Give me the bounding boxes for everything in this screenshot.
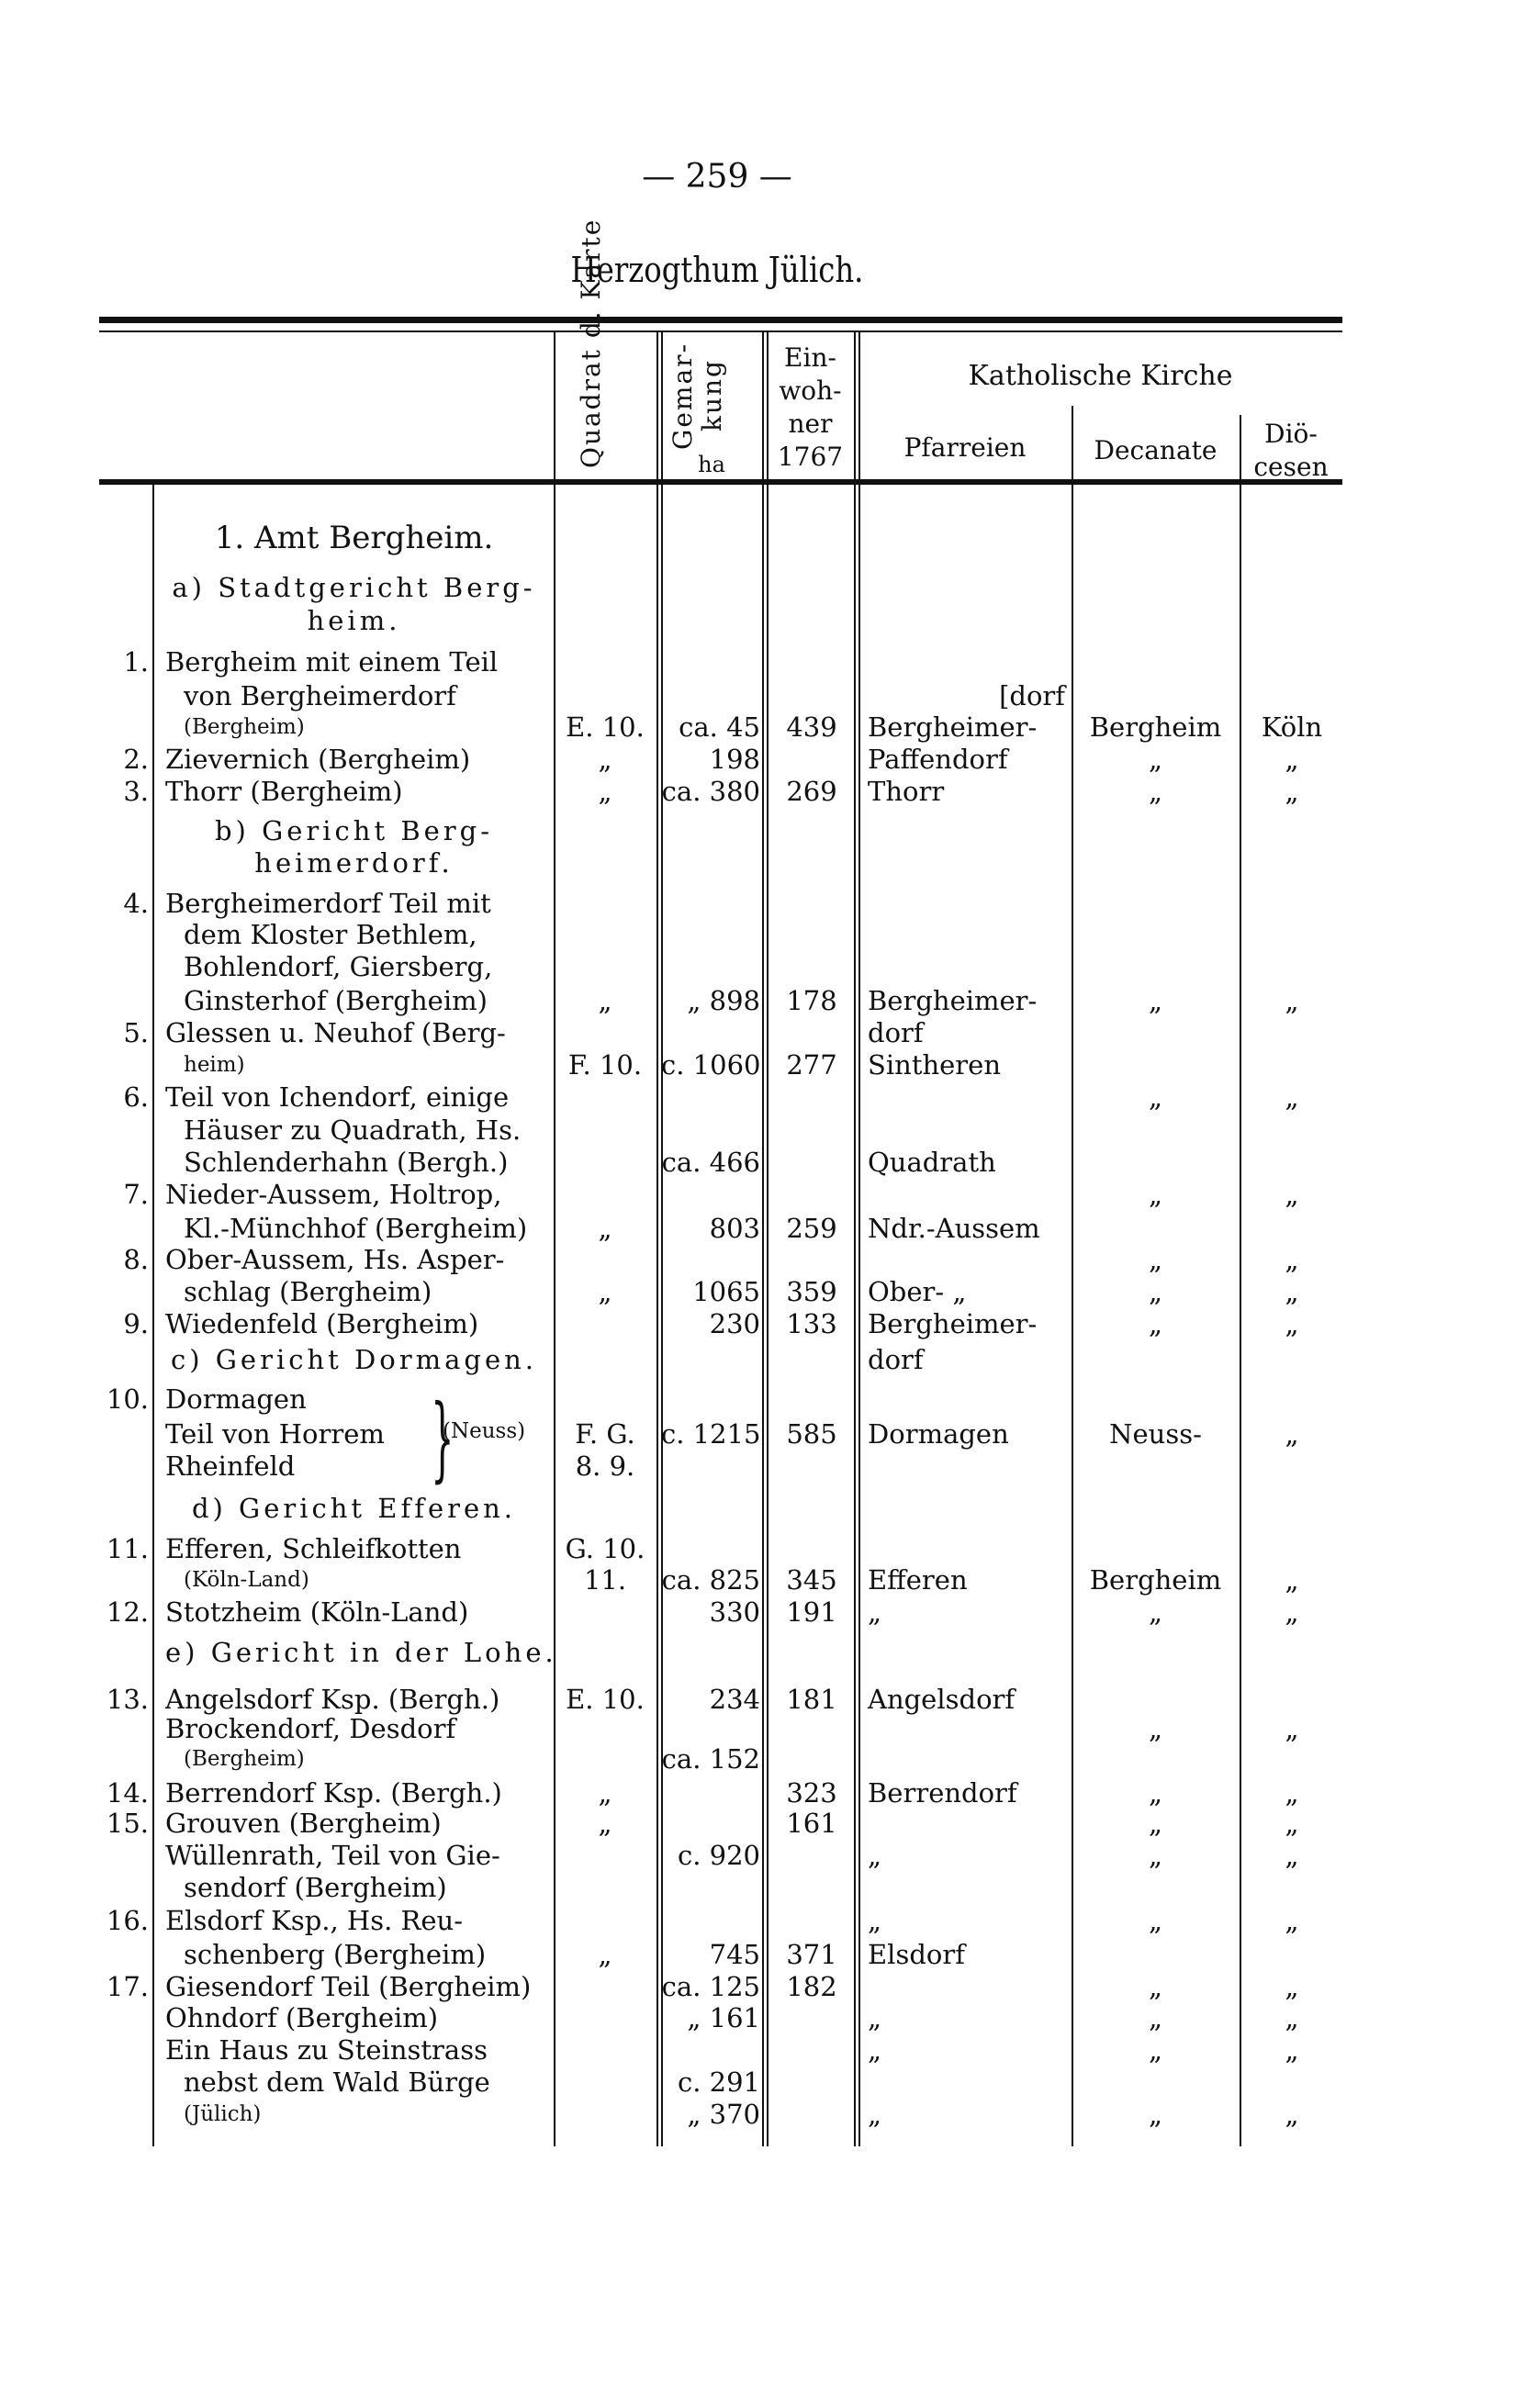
table-line bbox=[0, 1742, 1526, 1775]
place-text: heim) bbox=[184, 1053, 245, 1077]
dioecese-cell: „ bbox=[1285, 1418, 1299, 1450]
table-line bbox=[0, 1938, 1526, 1971]
pfarrei-cell: „ bbox=[868, 2099, 882, 2130]
header-katholische-kirche: Katholische Kirche bbox=[968, 360, 1233, 392]
quadrat-cell: E. 10. bbox=[566, 1684, 645, 1715]
gemarkung-cell: „ 161 bbox=[687, 2002, 760, 2033]
entry-number: 12. bbox=[106, 1596, 149, 1628]
entry-number: 5. bbox=[123, 1017, 149, 1048]
place-text: (Jülich) bbox=[184, 2102, 262, 2126]
header-dioecesen bbox=[1240, 418, 1342, 484]
table-line bbox=[0, 1492, 1526, 1525]
gemarkung-cell: c. 291 bbox=[677, 2066, 760, 2098]
pfarrei-cell: Angelsdorf bbox=[868, 1684, 1015, 1715]
place-text: d) Gericht Efferen. bbox=[191, 1493, 517, 1524]
table-line bbox=[0, 1596, 1526, 1629]
gemarkung-cell: c. 920 bbox=[677, 1840, 760, 1871]
table-line bbox=[0, 604, 1526, 637]
place-text: Wiedenfeld (Bergheim) bbox=[165, 1308, 479, 1339]
dioecese-cell: „ bbox=[1285, 1081, 1299, 1113]
brace-note: (Neuss) bbox=[443, 1419, 526, 1443]
header-einwohner-line: 1767 bbox=[777, 442, 844, 472]
place-text: Rheinfeld bbox=[165, 1450, 296, 1482]
place-text: Ein Haus zu Steinstrass bbox=[165, 2034, 488, 2066]
table-line bbox=[0, 775, 1526, 808]
table-top-rule-thick bbox=[99, 317, 1342, 323]
dioecese-cell: „ bbox=[1285, 1808, 1299, 1839]
quadrat-cell: 8. 9. bbox=[575, 1450, 635, 1482]
place-text: Teil von Horrem bbox=[165, 1418, 385, 1450]
dioecese-cell: „ bbox=[1285, 776, 1299, 807]
entry-number: 4. bbox=[123, 888, 149, 919]
gemarkung-cell: „ 370 bbox=[687, 2099, 760, 2130]
einwohner-cell: 133 bbox=[786, 1308, 837, 1339]
gemarkung-cell: ca. 466 bbox=[661, 1147, 760, 1178]
quadrat-cell: „ bbox=[598, 744, 612, 775]
quadrat-cell: „ bbox=[598, 1213, 612, 1244]
table-line bbox=[0, 1904, 1526, 1937]
header-einwohner-line: woh- bbox=[779, 375, 842, 406]
dioecese-cell: „ bbox=[1285, 1905, 1299, 1936]
decanat-cell: „ bbox=[1148, 985, 1163, 1016]
dioecese-cell: „ bbox=[1285, 744, 1299, 775]
pfarrei-cell: „ bbox=[868, 1840, 882, 1871]
header-gemarkung-2: kung bbox=[697, 359, 727, 431]
place-text: Efferen, Schleifkotten bbox=[165, 1533, 462, 1564]
place-text: von Bergheimerdorf bbox=[184, 680, 456, 711]
header-decanate: Decanate bbox=[1094, 435, 1217, 465]
place-text: 1. Amt Bergheim. bbox=[214, 520, 494, 556]
quadrat-cell: „ bbox=[598, 776, 612, 807]
header-gemarkung-1: Gemar- bbox=[668, 342, 698, 450]
place-text: Grouven (Bergheim) bbox=[165, 1808, 442, 1839]
entry-number: 1. bbox=[123, 646, 149, 678]
table-line bbox=[0, 1178, 1526, 1211]
table-line bbox=[0, 984, 1526, 1017]
table-line bbox=[0, 814, 1526, 847]
table-line bbox=[0, 1807, 1526, 1840]
entry-number: 14. bbox=[106, 1777, 149, 1809]
place-text: schenberg (Bergheim) bbox=[184, 1939, 487, 1970]
header-einwohner-line: Ein- bbox=[784, 342, 836, 373]
place-text: Zievernich (Bergheim) bbox=[165, 744, 471, 775]
table-line bbox=[0, 679, 1526, 712]
dioecese-cell: „ bbox=[1285, 1564, 1299, 1596]
dioecese-cell: „ bbox=[1285, 2034, 1299, 2066]
entry-number: 15. bbox=[106, 1808, 149, 1839]
table-line bbox=[0, 887, 1526, 920]
entry-number: 8. bbox=[123, 1244, 149, 1275]
table-line bbox=[0, 521, 1526, 554]
place-text: dem Kloster Bethlem, bbox=[184, 919, 477, 950]
quadrat-cell: „ bbox=[598, 1276, 612, 1307]
einwohner-cell: 359 bbox=[786, 1276, 837, 1307]
place-text: (Bergheim) bbox=[184, 1747, 305, 1771]
dioecese-cell: „ bbox=[1285, 1777, 1299, 1809]
gemarkung-cell: ca. 152 bbox=[661, 1743, 760, 1775]
decanat-cell: „ bbox=[1148, 744, 1163, 775]
decanat-cell: „ bbox=[1148, 2034, 1163, 2066]
decanat-cell: „ bbox=[1148, 776, 1163, 807]
entry-number: 13. bbox=[106, 1684, 149, 1715]
table-line bbox=[0, 1712, 1526, 1745]
decanat-cell: „ bbox=[1148, 1179, 1163, 1210]
gemarkung-cell: ca. 380 bbox=[661, 776, 760, 807]
place-text: Bohlendorf, Giersberg, bbox=[184, 951, 493, 982]
pfarrei-cell: „ bbox=[868, 1596, 882, 1628]
dioecese-cell: „ bbox=[1285, 1971, 1299, 2002]
table-line bbox=[0, 2098, 1526, 2131]
table-line bbox=[0, 1839, 1526, 1872]
dioecese-cell: „ bbox=[1285, 1308, 1299, 1339]
decanat-cell: „ bbox=[1148, 1308, 1163, 1339]
header-quadrat: Quadrat d. Karte bbox=[576, 218, 606, 468]
einwohner-cell: 181 bbox=[786, 1684, 837, 1715]
pfarrei-cell: „ bbox=[868, 2034, 882, 2066]
table-line bbox=[0, 571, 1526, 604]
pfarrei-cell: dorf bbox=[868, 1344, 924, 1375]
einwohner-cell: 439 bbox=[786, 711, 837, 743]
place-text: (Köln-Land) bbox=[184, 1568, 309, 1592]
einwohner-cell: 191 bbox=[786, 1596, 837, 1628]
dioecese-cell: „ bbox=[1285, 985, 1299, 1016]
dioecese-cell: „ bbox=[1285, 2002, 1299, 2033]
pfarrei-cell: „ bbox=[868, 1905, 882, 1936]
table-line bbox=[0, 1563, 1526, 1596]
gemarkung-cell: ca. 45 bbox=[679, 711, 760, 743]
pfarrei-cell: Bergheimer- bbox=[868, 1308, 1038, 1339]
quadrat-cell: „ bbox=[598, 1939, 612, 1970]
quadrat-cell: G. 10. bbox=[565, 1533, 645, 1564]
table-line bbox=[0, 1683, 1526, 1716]
place-text: Ober-Aussem, Hs. Asper- bbox=[165, 1244, 505, 1275]
decanat-cell: „ bbox=[1148, 2002, 1163, 2033]
place-text: Angelsdorf Ksp. (Bergh.) bbox=[165, 1684, 500, 1715]
quadrat-cell: F. 10. bbox=[567, 1049, 643, 1081]
table-line bbox=[0, 1048, 1526, 1081]
gemarkung-cell: 330 bbox=[709, 1596, 760, 1628]
table-line bbox=[0, 1114, 1526, 1147]
gemarkung-cell: c. 1060 bbox=[661, 1049, 761, 1081]
pfarrei-cell: Bergheimer- bbox=[868, 711, 1038, 743]
dioecese-cell: „ bbox=[1285, 1179, 1299, 1210]
table-line bbox=[0, 1776, 1526, 1809]
decanat-cell: „ bbox=[1148, 1808, 1163, 1839]
place-text: heimerdorf. bbox=[254, 847, 454, 879]
table-line bbox=[0, 645, 1526, 678]
quadrat-cell: E. 10. bbox=[566, 711, 645, 743]
header-gemarkung-unit: ha bbox=[698, 452, 725, 477]
place-text: Schlenderhahn (Bergh.) bbox=[184, 1147, 509, 1178]
decanat-cell: „ bbox=[1148, 2099, 1163, 2130]
gemarkung-cell: „ 898 bbox=[687, 985, 760, 1016]
header-pfarreien: Pfarreien bbox=[903, 432, 1027, 463]
pfarrei-cell: Ober- „ bbox=[868, 1276, 967, 1307]
quadrat-cell: 11. bbox=[583, 1564, 627, 1596]
table-line bbox=[0, 950, 1526, 983]
decanat-cell: „ bbox=[1148, 1905, 1163, 1936]
pfarrei-cell: Efferen bbox=[868, 1564, 968, 1596]
gemarkung-cell: 230 bbox=[709, 1308, 760, 1339]
einwohner-cell: 259 bbox=[786, 1213, 837, 1244]
header-einwohner-line: ner bbox=[788, 409, 833, 439]
pfarrei-cell: Ndr.-Aussem bbox=[868, 1213, 1040, 1244]
place-text: nebst dem Wald Bürge bbox=[184, 2066, 490, 2098]
table-line bbox=[0, 1016, 1526, 1049]
einwohner-cell: 345 bbox=[786, 1564, 837, 1596]
decanat-cell: „ bbox=[1148, 1777, 1163, 1809]
quadrat-cell: „ bbox=[598, 985, 612, 1016]
decanat-cell: „ bbox=[1148, 1713, 1163, 1744]
quadrat-cell: „ bbox=[598, 1808, 612, 1839]
place-text: Bergheim mit einem Teil bbox=[165, 646, 499, 678]
place-text: heim. bbox=[307, 605, 401, 636]
entry-number: 16. bbox=[106, 1905, 149, 1936]
pfarrei-cell: Quadrath bbox=[868, 1147, 996, 1178]
page-number: — 259 — bbox=[642, 158, 792, 196]
place-text: Nieder-Aussem, Holtrop, bbox=[165, 1179, 502, 1210]
decanat-cell: „ bbox=[1148, 1971, 1163, 2002]
gemarkung-cell: 198 bbox=[709, 744, 760, 775]
table-line bbox=[0, 1970, 1526, 2003]
gemarkung-cell: 1065 bbox=[692, 1276, 760, 1307]
header-einwohner bbox=[767, 342, 854, 474]
place-text: sendorf (Bergheim) bbox=[184, 1872, 447, 1903]
gemarkung-cell: ca. 125 bbox=[661, 1971, 760, 2002]
place-text: Thorr (Bergheim) bbox=[165, 776, 403, 807]
einwohner-cell: 585 bbox=[786, 1418, 837, 1450]
place-text: b) Gericht Berg- bbox=[214, 815, 494, 846]
decanat-cell: „ bbox=[1148, 1244, 1163, 1275]
place-text: Elsdorf Ksp., Hs. Reu- bbox=[165, 1905, 464, 1936]
pfarrei-cell: Berrendorf bbox=[868, 1777, 1017, 1809]
table-top-rule-thin bbox=[99, 330, 1342, 332]
table-line bbox=[0, 1450, 1526, 1483]
table-line bbox=[0, 1871, 1526, 1904]
decanat-cell: Bergheim bbox=[1089, 711, 1222, 743]
place-text: Giesendorf Teil (Bergheim) bbox=[165, 1971, 532, 2002]
pfarrei-cell: Sintheren bbox=[868, 1049, 1002, 1081]
pfarrei-cell: Elsdorf bbox=[868, 1939, 965, 1970]
brace: } bbox=[431, 1384, 454, 1492]
decanat-cell: Neuss- bbox=[1109, 1418, 1202, 1450]
einwohner-cell: 178 bbox=[786, 985, 837, 1016]
place-text: Teil von Ichendorf, einige bbox=[165, 1081, 510, 1113]
table-line bbox=[0, 1212, 1526, 1245]
einwohner-cell: 161 bbox=[786, 1808, 837, 1839]
dioecese-cell: „ bbox=[1285, 2099, 1299, 2130]
table-line bbox=[0, 1383, 1526, 1416]
dioecese-cell: „ bbox=[1285, 1596, 1299, 1628]
place-text: Stotzheim (Köln-Land) bbox=[165, 1596, 469, 1628]
gemarkung-cell: 803 bbox=[709, 1213, 760, 1244]
entry-number: 3. bbox=[123, 776, 149, 807]
pfarrei-cell: Paffendorf bbox=[868, 744, 1008, 775]
place-text: Dormagen bbox=[165, 1383, 307, 1415]
entry-number: 7. bbox=[123, 1179, 149, 1210]
header-dioecesen-line: cesen bbox=[1253, 452, 1329, 482]
gemarkung-cell: 745 bbox=[709, 1939, 760, 1970]
dioecese-cell: „ bbox=[1285, 1244, 1299, 1275]
place-text: Glessen u. Neuhof (Berg- bbox=[165, 1017, 506, 1048]
table-line bbox=[0, 1275, 1526, 1308]
table-line bbox=[0, 711, 1526, 744]
table-line bbox=[0, 846, 1526, 879]
place-text: Bergheimerdorf Teil mit bbox=[165, 888, 491, 919]
dioecese-cell: Köln bbox=[1261, 711, 1323, 743]
entry-number: 9. bbox=[123, 1308, 149, 1339]
quadrat-cell: „ bbox=[598, 1777, 612, 1809]
decanat-cell: Bergheim bbox=[1089, 1564, 1222, 1596]
decanat-cell: „ bbox=[1148, 1840, 1163, 1871]
table-line bbox=[0, 918, 1526, 951]
gemarkung-cell: c. 1215 bbox=[661, 1418, 761, 1450]
table-line bbox=[0, 1081, 1526, 1114]
table-line bbox=[0, 1243, 1526, 1276]
pfarrei-cell: [dorf bbox=[999, 680, 1065, 711]
decanat-cell: „ bbox=[1148, 1276, 1163, 1307]
place-text: Häuser zu Quadrath, Hs. bbox=[184, 1114, 522, 1146]
gemarkung-cell: 234 bbox=[709, 1684, 760, 1715]
table-line bbox=[0, 1417, 1526, 1450]
table-line bbox=[0, 1146, 1526, 1179]
entry-number: 10. bbox=[106, 1383, 149, 1415]
table-line bbox=[0, 1636, 1526, 1669]
table-line bbox=[0, 2001, 1526, 2034]
place-text: a) Stadtgericht Berg- bbox=[172, 572, 536, 603]
entry-number: 6. bbox=[123, 1081, 149, 1113]
einwohner-cell: 269 bbox=[786, 776, 837, 807]
pfarrei-cell: Thorr bbox=[868, 776, 945, 807]
place-text: Brockendorf, Desdorf bbox=[165, 1713, 456, 1744]
dioecese-cell: „ bbox=[1285, 1276, 1299, 1307]
dioecese-cell: „ bbox=[1285, 1840, 1299, 1871]
decanat-cell: „ bbox=[1148, 1081, 1163, 1113]
table-line bbox=[0, 1532, 1526, 1565]
decanat-cell: „ bbox=[1148, 1596, 1163, 1628]
place-text: schlag (Bergheim) bbox=[184, 1276, 432, 1307]
einwohner-cell: 371 bbox=[786, 1939, 837, 1970]
entry-number: 17. bbox=[106, 1971, 149, 2002]
place-text: Ohndorf (Bergheim) bbox=[165, 2002, 439, 2033]
table-line bbox=[0, 1307, 1526, 1340]
place-text: Wüllenrath, Teil von Gie- bbox=[165, 1840, 500, 1871]
place-text: Berrendorf Ksp. (Bergh.) bbox=[165, 1777, 502, 1809]
place-text: e) Gericht in der Lohe. bbox=[165, 1637, 557, 1668]
gemarkung-cell: ca. 825 bbox=[661, 1564, 760, 1596]
pfarrei-cell: dorf bbox=[868, 1017, 924, 1048]
place-text: (Bergheim) bbox=[184, 715, 305, 739]
table-line bbox=[0, 2033, 1526, 2066]
quadrat-cell: F. G. bbox=[575, 1418, 635, 1450]
pfarrei-cell: Dormagen bbox=[868, 1418, 1009, 1450]
einwohner-cell: 182 bbox=[786, 1971, 837, 2002]
pfarrei-cell: Bergheimer- bbox=[868, 985, 1038, 1016]
einwohner-cell: 323 bbox=[786, 1777, 837, 1809]
dioecese-cell: „ bbox=[1285, 1713, 1299, 1744]
table-line bbox=[0, 743, 1526, 776]
place-text: Ginsterhof (Bergheim) bbox=[184, 985, 488, 1016]
page-title: Herzogthum Jülich. bbox=[570, 250, 864, 290]
entry-number: 11. bbox=[106, 1533, 149, 1564]
table-line bbox=[0, 2066, 1526, 2099]
pfarrei-cell: „ bbox=[868, 2002, 882, 2033]
place-text: Kl.-Münchhof (Bergheim) bbox=[184, 1213, 528, 1244]
place-text: c) Gericht Dormagen. bbox=[170, 1344, 537, 1375]
entry-number: 2. bbox=[123, 744, 149, 775]
einwohner-cell: 277 bbox=[786, 1049, 837, 1081]
table-line bbox=[0, 1343, 1526, 1376]
header-dioecesen-line: Diö- bbox=[1264, 419, 1318, 449]
